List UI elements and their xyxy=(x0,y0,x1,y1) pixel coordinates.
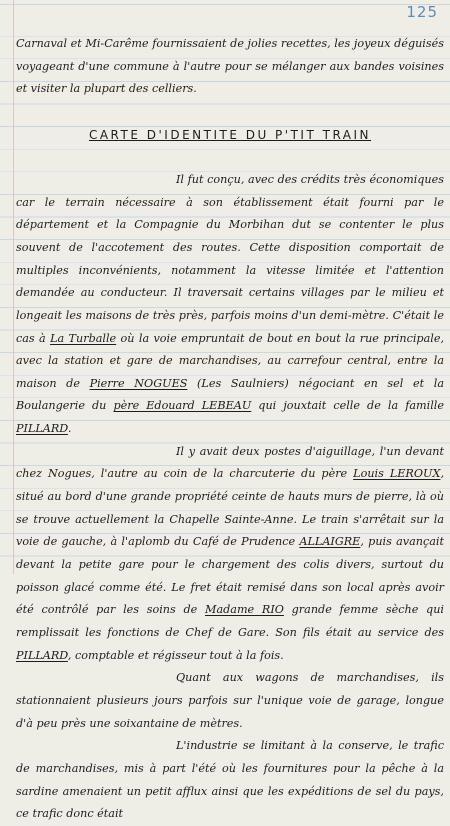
p2-text-4: grande femme sèche qui remplissait les fonctions de Chef de Gare. Son fils était au service des xyxy=(16,603,444,640)
p1-text-5: . xyxy=(67,422,72,436)
p1-text-2: où la voie empruntait de bout en bout la rue principale, avec la station et gare de marchandises, au carrefour central, entre la maison de xyxy=(16,331,444,390)
family-name: PILLARD xyxy=(16,648,68,662)
paragraph-2 xyxy=(16,441,444,668)
handwritten-text xyxy=(16,33,444,826)
p2-text-5: , comptable et régisseur tout à la fois. xyxy=(67,648,284,662)
page-number: 125 xyxy=(406,3,438,21)
paragraph-4: L'industrie se limitant à la conserve, le trafic de marchandises, mis à part l'été où les fournitures pour la pêche à la sardine amenaient un petit afflux ainsi que les expéditions de sel du pays, ce trafic donc était xyxy=(16,739,444,821)
person-name: Madame RIO xyxy=(204,603,284,617)
intro-paragraph: Carnaval et Mi-Carême fournissaient de jolies recettes, les joyeux déguisés voyageant d'une commune à l'autre pour se mélanger aux bandes voisines et visiter la plupart des celliers. xyxy=(16,37,444,96)
p2-text-1: Il y avait deux postes d'aiguillage, l'un devant chez Nogues, l'autre au coin de la charcuterie du père xyxy=(16,444,444,481)
family-name: PILLARD xyxy=(16,422,68,436)
paragraph-3: Quant aux wagons de marchandises, ils stationnaient plusieurs jours parfois sur l'unique voie de garage, longue d'à peu près une soixantaine de mètres. xyxy=(16,671,444,730)
section-title: CARTE D'IDENTITE DU P'TIT TRAIN xyxy=(88,127,372,142)
place-name: La Turballe xyxy=(50,331,117,345)
p1-text-4: qui jouxtait celle de la famille xyxy=(251,399,444,413)
person-name: Louis LEROUX xyxy=(353,467,441,481)
p2-text-2: , situé au bord d'une grande propriété ceinte de hauts murs de pierre, là où se trouve actuellement la Chapelle Sainte-Anne. Le train s'arrêtait sur la voie de gauche, à l'aplomb du Café de Prudence xyxy=(16,467,444,549)
person-name: Pierre NOGUES xyxy=(89,376,188,390)
paragraph-1 xyxy=(16,169,444,441)
person-name: ALLAIGRE xyxy=(299,535,361,549)
p1-text-3: (Les Saulniers) négociant en sel et la Boulangerie du xyxy=(16,376,444,413)
p2-text-3: , puis avançait devant la petite gare pour le chargement des colis divers, surtout du poisson glacé comme été. Le fret était remisé dans son local après avoir été contrôlé par les soins de xyxy=(16,535,444,617)
p1-text-1: Il fut conçu, avec des crédits très économiques car le terrain nécessaire à son établissement était fourni par le département et la Compagnie du Morbihan dut se contenter le plus souvent de l'accotement des routes. Cette disposition comportait de multiples inconvénients, notamment la vitesse limitée et l'attention demandée au conducteur. Il traversait certains villages par le milieu et longeait les maisons de très près, parfois moins d'un demi-mètre. C'était le cas à xyxy=(16,172,444,345)
person-name: père Edouard LEBEAU xyxy=(113,399,252,413)
margin-line xyxy=(13,0,14,574)
